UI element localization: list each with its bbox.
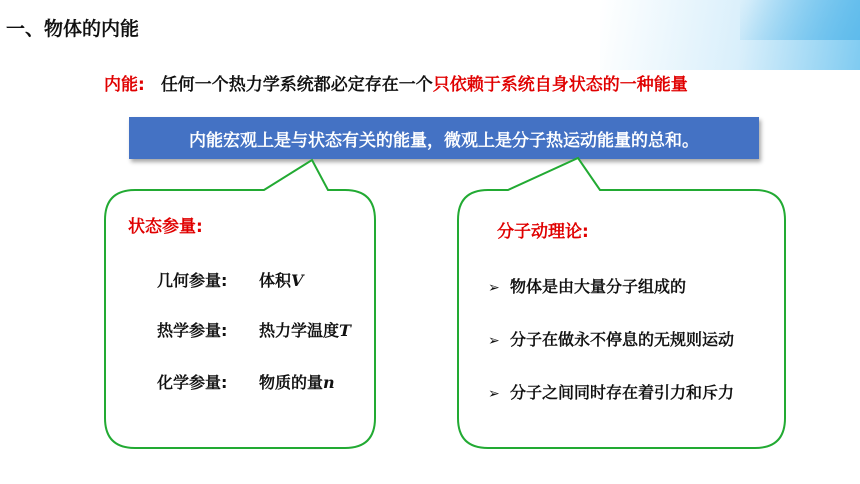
- param-symbol: V: [291, 271, 304, 290]
- param-symbol: T: [339, 321, 351, 340]
- state-params-title: 状态参量:: [128, 217, 203, 237]
- param-symbol: n: [323, 373, 335, 392]
- param-name: 化学参量:: [157, 373, 228, 392]
- state-params-bubble: [105, 160, 375, 448]
- list-item: [488, 380, 734, 403]
- definition-text: 任何一个热力学系统都必定存在一个: [160, 75, 433, 95]
- section-title: 一、物体的内能: [6, 18, 140, 40]
- definition-highlight: 只依赖于系统自身状态的一种能量: [432, 75, 688, 95]
- param-value: 体积: [259, 271, 292, 290]
- list-item-text: 分子在做永不停息的无规则运动: [510, 330, 735, 349]
- kinetic-theory-title: 分子动理论:: [497, 222, 589, 242]
- kinetic-theory-bubble: [458, 158, 785, 448]
- param-name: 几何参量:: [157, 271, 228, 290]
- summary-banner-text: 内能宏观上是与状态有关的能量，微观上是分子热运动能量的总和。: [189, 130, 699, 151]
- param-name: 热学参量:: [157, 321, 228, 340]
- param-row-chemical: [157, 370, 335, 393]
- definition-label: 内能:: [104, 75, 145, 95]
- param-row-geometric: [157, 268, 303, 291]
- list-item: [488, 327, 734, 350]
- param-value: 物质的量: [259, 373, 324, 392]
- bullet-arrow-icon: ➢: [488, 386, 500, 402]
- param-row-thermal: [157, 318, 351, 341]
- list-item: [488, 274, 686, 297]
- list-item-text: 分子之间同时存在着引力和斥力: [510, 383, 735, 402]
- bullet-arrow-icon: ➢: [488, 333, 500, 349]
- bullet-arrow-icon: ➢: [488, 280, 500, 296]
- param-value: 热力学温度: [259, 321, 340, 340]
- list-item-text: 物体是由大量分子组成的: [510, 277, 687, 296]
